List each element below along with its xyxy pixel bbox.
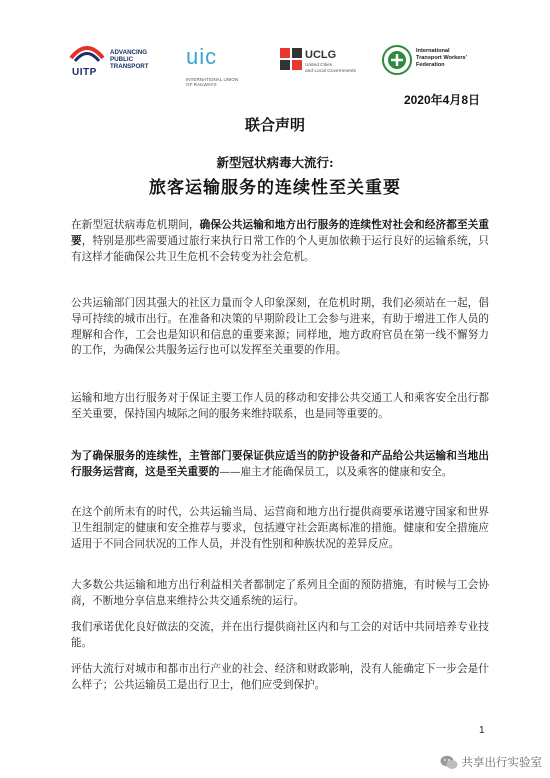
uitp-wordmark: UITP <box>72 67 97 78</box>
paragraph-8: 评估大流行对城市和都市出行产业的社会、经济和财政影响，没有人能确定下一步会是什么样子；公共运输员工是出行卫士，他们应受到保护。 <box>71 663 489 691</box>
uic-caption: INTERNATIONAL UNION OF RAILWAYS <box>186 77 239 88</box>
itf-emblem-icon <box>382 44 412 76</box>
statement-headline: 旅客运输服务的连续性至关重要 <box>149 178 401 198</box>
paragraph-4-emphasis: 为了确保服务的连续性，主管部门要保证供应适当的防护设备和产品给公共运输和当地出行服务运营商，这是至关重要的 <box>71 450 489 478</box>
page-number: 1 <box>479 725 485 736</box>
paragraph-7: 我们承诺优化良好做法的交流，并在出行提供商社区内和与工会的对话中共同培养专业技能。 <box>71 621 489 649</box>
partner-logos <box>68 40 488 90</box>
paragraph-1-rest: ，特别是那些需要通过旅行来执行日常工作的个人更加依赖于运行良好的运输系统，只有这样才能确保公共卫生危机不会转变为社会危机。 <box>71 234 490 263</box>
paragraph-1 <box>71 218 489 265</box>
uclg-emblem-icon <box>280 48 302 70</box>
uitp-logo <box>68 40 178 90</box>
paragraph-4 <box>71 449 489 481</box>
uclg-wordmark: UCLG <box>305 49 337 61</box>
paragraph-1-emphasis: 确保公共运输和地方出行服务的连续性对社会和经济都至关重要 <box>71 219 489 247</box>
watermark-text: 共享出行实验室 <box>461 755 542 769</box>
paragraph-6: 大多数公共运输和地方出行利益相关者都制定了系列且全面的预防措施，有时候与工会协商，不断地分享信息来维持公共交通系统的运行。 <box>71 579 489 607</box>
wechat-icon <box>440 755 458 770</box>
statement-title: 联合声明 <box>244 117 305 134</box>
paragraph-2: 公共运输部门因其强大的社区力量而令人印象深刻，在危机时期，我们必须站在一起，倡导可持续的城市出行。在准备和决策的早期阶段让工会参与进来，有助于增进工作人员的理解和合作，工会也是知识和信息的重要来源；同样地，地方政府官员在第一线不懈努力的工作，为确保公共服务运行也可以发挥至关重要的作用。 <box>71 297 489 357</box>
paragraph-3: 运输和地方出行服务对于保证主要工作人员的移动和安排公共交通工人和乘客安全出行都至关重要，保持国内城际之间的服务来维持联系，也是同等重要的。 <box>71 392 489 420</box>
uic-logo <box>186 40 286 90</box>
watermark <box>440 753 543 771</box>
paragraph-5: 在这个前所未有的时代，公共运输当局、运营商和地方出行提供商要承诺遵守国家和世界卫生组制定的健康和安全推荐与要求，包括遵守社会距离标准的措施。健康和安全措施应适用于不同合同状况的工作人员，并没有性别和种族状况的差异反应。 <box>71 506 489 550</box>
uitp-caption: ADVANCING PUBLIC TRANSPORT <box>110 49 149 71</box>
itf-logo <box>382 40 492 90</box>
uic-wordmark: uic <box>186 44 218 69</box>
statement-subtitle: 新型冠状病毒大流行: <box>216 155 334 170</box>
uclg-caption: United Cities and Local Governments <box>305 63 356 74</box>
paragraph-4-rest: ——雇主才能确保员工，以及乘客的健康和安全。 <box>219 465 453 478</box>
statement-date: 2020年4月8日 <box>403 93 480 107</box>
paragraph-1-intro: 在新型冠状病毒危机期间， <box>71 219 200 231</box>
uclg-logo <box>280 40 380 90</box>
itf-caption: International Transport Workers' Federation <box>416 48 467 68</box>
